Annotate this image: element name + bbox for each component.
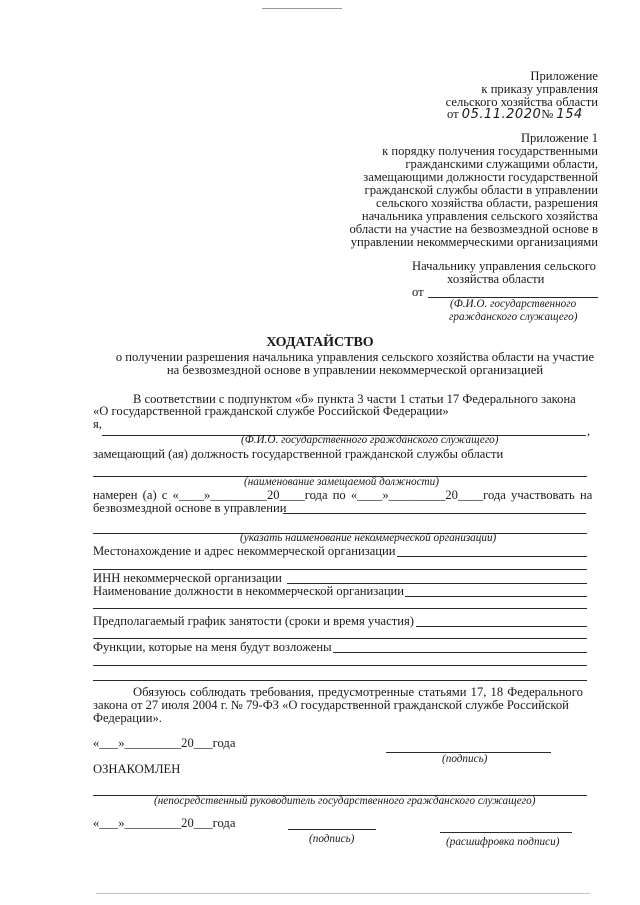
addressee-fio-hint: гражданского служащего) — [449, 311, 578, 323]
decoding-field-line[interactable] — [440, 832, 572, 833]
order-date-handwritten: 05.11.2020 — [461, 107, 542, 122]
acquainted-label: ОЗНАКОМЛЕН — [93, 762, 181, 776]
signature-hint-2: (подпись) — [309, 833, 355, 845]
obligation-line: Обязуюсь соблюдать требования, предусмотренные статьями 17, 18 Федерального — [133, 685, 583, 699]
manager-hint: (непосредственный руководитель государственного гражданского служащего) — [154, 795, 536, 807]
post-field-line[interactable] — [405, 596, 587, 597]
signature-hint: (подпись) — [442, 753, 488, 765]
obligation-line: закона от 27 июля 2004 г. № 79-ФЗ «О государственной гражданской службе Российской — [93, 698, 569, 712]
appendix1-line: к порядку получения государственными — [382, 144, 598, 158]
order-appendix-label: сельского хозяйства области — [445, 95, 598, 109]
schedule-label: Предполагаемый график занятости (сроки и время участия) — [93, 614, 414, 628]
order-date-prefix: от — [447, 107, 459, 121]
post-in-org-label: Наименование должности в некоммерческой организации — [93, 584, 405, 598]
position-text: замещающий (ая) должность государственной гражданской службы области — [93, 447, 504, 461]
org-field-line[interactable] — [283, 513, 586, 514]
document-title: ХОДАТАЙСТВО — [266, 335, 374, 350]
law-reference-line: «О государственной гражданской службе Российской Федерации» — [93, 404, 449, 418]
addressee-fio-hint: (Ф.И.О. государственного — [450, 298, 577, 310]
law-reference-line: В соответствии с подпунктом «б» пункта 3 части 1 статьи 17 Федерального закона — [133, 392, 576, 406]
location-field-line[interactable] — [397, 556, 587, 557]
appendix1-line: замещающими должности государственной — [363, 170, 598, 184]
org-hint: (указать наименование некоммерческой организации) — [240, 532, 497, 544]
date-line-2[interactable]: «___»_________20___года — [93, 816, 236, 830]
scan-artifact — [262, 8, 342, 9]
date-line[interactable]: «___»_________20___года — [93, 736, 236, 750]
functions-field-line-3[interactable] — [93, 680, 587, 681]
fio-comma: , — [587, 424, 591, 438]
order-number-handwritten: 154 — [556, 107, 583, 122]
position-hint: (наименование замещаемой должности) — [244, 476, 439, 488]
appendix1-line: сельского хозяйства области, разрешения — [376, 196, 598, 210]
appendix1-line: управлении некоммерческими организациями — [350, 235, 598, 249]
order-appendix-label: к приказу управления — [481, 82, 598, 96]
fio-hint: (Ф.И.О. государственного гражданского служащего) — [241, 434, 499, 446]
order-number-label: № — [541, 107, 554, 121]
appendix1-line: области на участие на безвозмездной основе в — [349, 222, 598, 236]
location-label: Местонахождение и адрес некоммерческой организации — [93, 544, 396, 558]
signature-field-line-2[interactable] — [288, 829, 376, 830]
schedule-field-line-2[interactable] — [93, 638, 587, 639]
inn-label: ИНН некоммерческой организации — [93, 571, 282, 585]
functions-field-line[interactable] — [333, 652, 587, 653]
appendix1-line: Приложение 1 — [520, 131, 598, 145]
functions-field-line-2[interactable] — [93, 665, 587, 666]
addressee-from: от — [412, 285, 424, 299]
decoding-hint: (расшифровка подписи) — [446, 836, 560, 848]
location-field-line-2[interactable] — [93, 569, 587, 570]
document-subtitle: о получении разрешения начальника управления сельского хозяйства области на участие — [115, 350, 595, 364]
appendix1-line: начальника управления сельского хозяйства — [361, 209, 598, 223]
scan-artifact — [96, 893, 590, 894]
functions-label: Функции, которые на меня будут возложены — [93, 640, 332, 654]
order-appendix-label: Приложение — [530, 69, 598, 83]
appendix1-line: гражданской службы области в управлении — [364, 183, 598, 197]
document-subtitle: на безвозмездной основе в управлении некоммерческой организацией — [166, 363, 544, 377]
schedule-field-line[interactable] — [416, 626, 587, 627]
post-field-line-2[interactable] — [93, 608, 587, 609]
obligation-line: Федерации». — [93, 711, 162, 725]
order-date-line — [447, 108, 583, 121]
intend-line: намерен (а) с «____»_________20____года по «____»_________20____года участвовать на — [93, 488, 593, 502]
intend-line: безвозмездной основе в управлении — [93, 501, 287, 515]
ya-label: я, — [93, 417, 102, 431]
addressee-line-2: хозяйства области — [447, 272, 545, 286]
addressee-line-1: Начальнику управления сельского — [412, 259, 596, 273]
appendix1-line: гражданскими служащими области, — [405, 157, 598, 171]
